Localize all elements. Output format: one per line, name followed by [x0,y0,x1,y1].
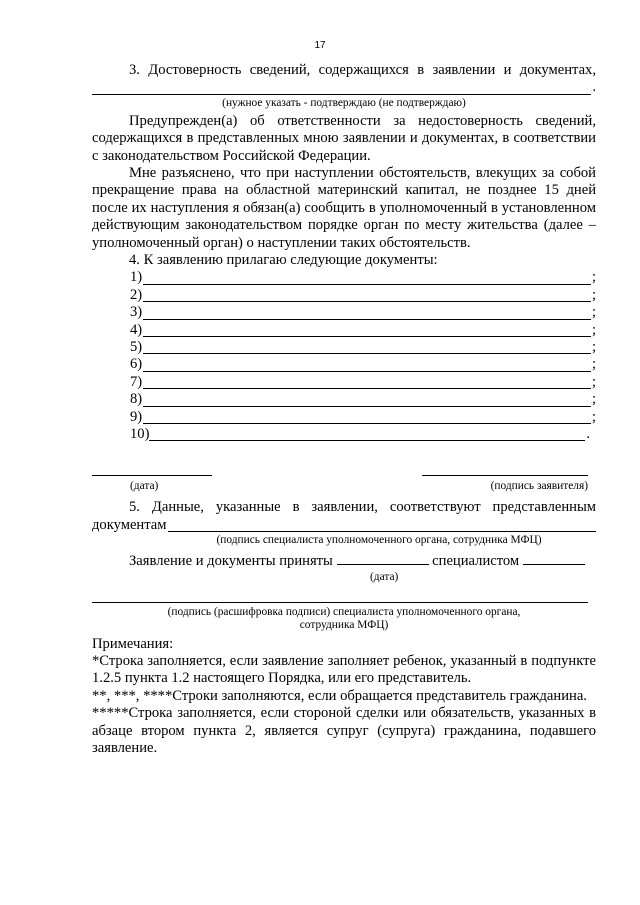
list-item-number: 7) [130,373,143,390]
list-item-number: 3) [130,304,143,321]
note-1: *Строка заполняется, если заявление заполняет ребенок, указанный в подпункте 1.2.5 пункта 1.2 настоящего Порядка, или его представитель. [92,653,596,687]
specialist-caption-line2: сотрудника МФЦ) [299,618,389,631]
list-item [130,287,596,304]
list-item-end: ; [591,391,596,408]
list-item-line[interactable] [143,340,591,354]
applicant-signature-caption: (подпись заявителя) [490,480,588,493]
list-item [130,356,596,373]
list-item [130,391,596,408]
list-item-number: 5) [130,339,143,356]
applicant-signature-block [92,465,596,505]
list-item-line[interactable] [143,288,591,302]
list-item-end: ; [591,408,596,425]
accepted-specialist-label: специалистом [432,553,520,570]
section3-fill-row [92,79,596,96]
note-2: **, ***, ****Строки заполняются, если обращается представитель гражданина. [92,687,587,704]
date-line[interactable] [92,475,212,476]
list-item-number: 10) [130,425,150,442]
list-item [130,322,596,339]
warning-paragraph: Предупрежден(а) об ответственности за недостоверность сведений, содержащихся в представленных мною заявлении и документах, в соответствии с законодательством Российской Федерации. [92,112,596,164]
section5-label: документам [92,516,167,533]
page-number: 17 [314,40,326,51]
list-item [130,304,596,321]
accepted-date-line[interactable] [337,551,429,565]
list-item-line[interactable] [143,410,591,424]
section5-fill-row [92,517,596,534]
list-item-end: ; [591,339,596,356]
list-item-line[interactable] [149,427,585,441]
note-3: *****Строка заполняется, если стороной сделки или обязательств, указанных в абзаце втором пункта 2, является супруг (супруга) гражданина, подавшего заявление. [92,705,596,757]
list-item-number: 1) [130,269,143,286]
list-item [130,269,596,286]
section5-signature-line[interactable] [168,518,596,532]
list-item-number: 8) [130,391,143,408]
list-item-line[interactable] [143,306,591,320]
accepted-date-caption: (дата) [370,570,399,583]
list-item-end: ; [591,321,596,338]
section4-heading: 4. К заявлению прилагаю следующие документы: [129,252,438,269]
accepted-row [92,551,596,570]
section3-caption: (нужное указать - подтверждаю (не подтверждаю) [222,96,466,109]
specialist-signature-line[interactable] [92,588,588,603]
notes-heading: Примечания: [92,635,174,652]
accepted-specialist-line[interactable] [523,551,585,565]
accepted-text: Заявление и документы приняты [129,553,333,570]
list-item-end: ; [591,373,596,390]
applicant-signature-line[interactable] [422,475,588,476]
explained-paragraph: Мне разъяснено, что при наступлении обстоятельств, влекущих за собой прекращение права на областной материнский капитал, не позднее 15 дней после их наступления я обязан(а) сообщить в уполномоченный в установленном действующим законодательством порядке орган по месту жительства (далее – уполномоченный орган) о наступлении таких обстоятельств. [92,165,596,251]
list-item-line[interactable] [143,375,591,389]
list-item-number: 9) [130,408,143,425]
section5-caption: (подпись специалиста уполномоченного органа, сотрудника МФЦ) [216,534,542,547]
list-item [130,374,596,391]
section3-end-mark: . [592,79,596,96]
list-item-end: ; [591,286,596,303]
section5-text: 5. Данные, указанные в заявлении, соответствуют представленным [129,499,596,516]
list-item-line[interactable] [143,393,591,407]
list-item-line[interactable] [143,358,591,372]
document-body [92,62,596,757]
list-item-line[interactable] [143,271,591,285]
list-item-end: . [586,425,590,442]
specialist-caption-line1: (подпись (расшифровка подписи) специалиста уполномоченного органа, [167,605,521,618]
list-item-number: 4) [130,321,143,338]
date-caption: (дата) [130,480,159,493]
list-item-number: 6) [130,356,143,373]
list-item-end: ; [591,356,596,373]
attachments-list [130,269,596,443]
list-item [130,339,596,356]
list-item [130,409,596,426]
list-item-line[interactable] [143,323,591,337]
list-item-end: ; [591,269,596,286]
section3-text: 3. Достоверность сведений, содержащихся в заявлении и документах, [129,62,596,78]
list-item-end: ; [591,304,596,321]
section3-answer-line[interactable] [92,81,591,95]
list-item [130,426,596,443]
list-item-number: 2) [130,286,143,303]
